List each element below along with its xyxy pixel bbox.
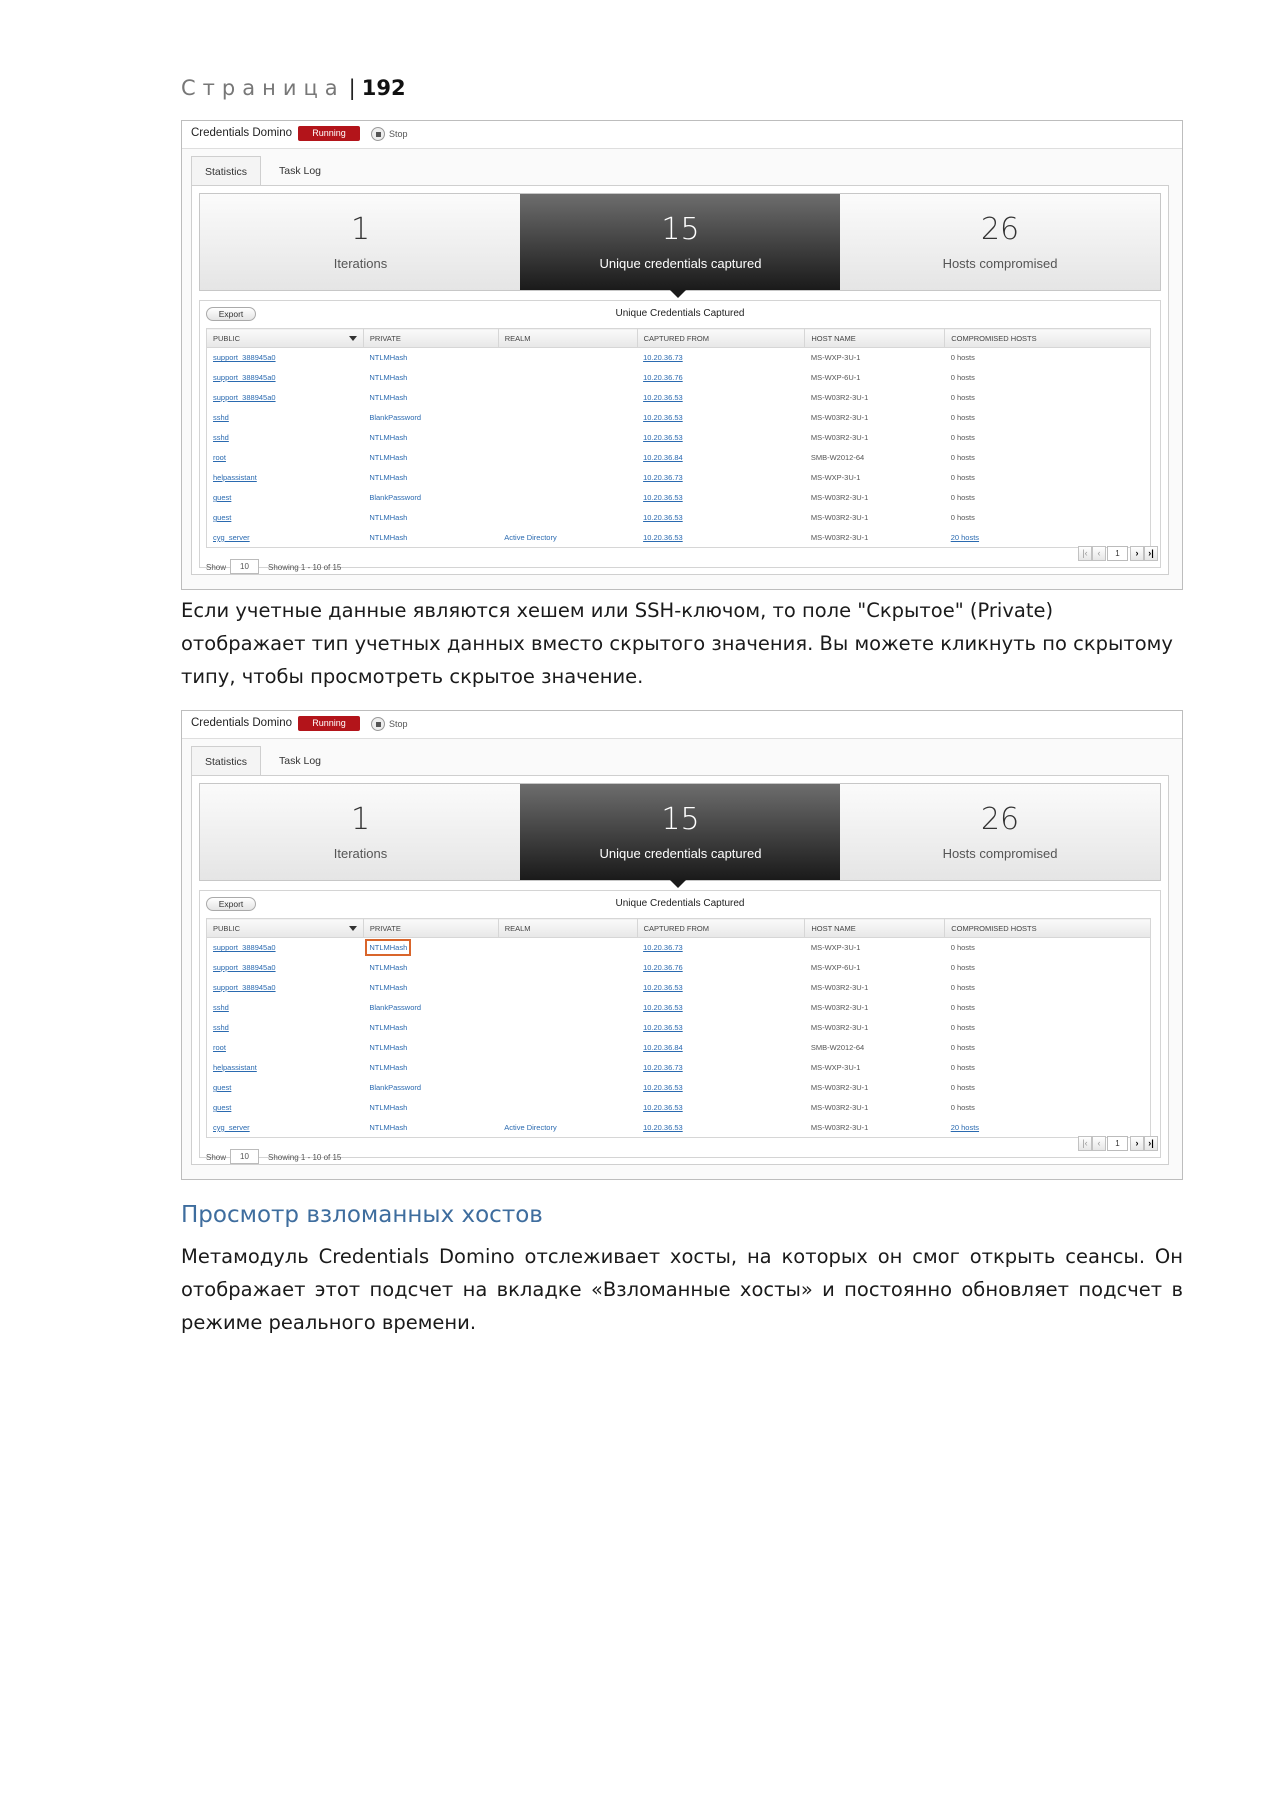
status-badge: Running [298, 716, 360, 731]
table-row [207, 1078, 1151, 1098]
col-captured-from-cell[interactable]: 10.20.36.76 [643, 963, 683, 972]
col-host-name-header[interactable]: HOST NAME [805, 919, 945, 938]
col-public-cell[interactable]: support_388945a0 [213, 943, 276, 953]
screenshot-credentials-domino-1 [181, 120, 1183, 590]
table-row [207, 528, 1151, 548]
col-public-cell[interactable]: support_388945a0 [213, 963, 276, 972]
col-host-name-cell: MS-W03R2-3U-1 [810, 983, 869, 992]
col-host-name-cell: SMB-W2012-64 [810, 453, 865, 462]
col-compromised-hosts-cell: 0 hosts [950, 453, 975, 462]
col-captured-from-cell[interactable]: 10.20.36.53 [643, 1103, 683, 1112]
col-public-header[interactable]: PUBLIC [207, 329, 364, 348]
table-row [207, 1118, 1151, 1138]
col-public-cell[interactable]: sshd [213, 413, 229, 422]
col-host-name-cell: MS-WXP-3U-1 [810, 943, 861, 953]
col-private-header[interactable]: PRIVATE [363, 329, 498, 348]
col-compromised-hosts-cell: 0 hosts [950, 1063, 975, 1072]
screenshot-credentials-domino-2 [181, 710, 1183, 1180]
page-separator: | [348, 76, 356, 100]
next-page-icon[interactable]: › [1130, 546, 1144, 561]
stats-bar [199, 783, 1161, 881]
stat-label: Unique credentials captured [599, 256, 762, 271]
table-row [207, 348, 1151, 368]
col-public-cell[interactable]: guest [213, 513, 232, 522]
col-captured-from-header[interactable]: CAPTURED FROM [637, 329, 805, 348]
table-row [207, 1098, 1151, 1118]
col-compromised-hosts-cell: 0 hosts [950, 1023, 975, 1032]
col-realm-cell [498, 978, 637, 998]
col-private-cell[interactable]: NTLMHash [369, 1063, 408, 1072]
col-realm-cell [498, 468, 637, 488]
table-header-row [207, 329, 1151, 348]
page-label: Страница [181, 76, 345, 100]
col-realm-cell [498, 1038, 637, 1058]
col-private-cell[interactable]: NTLMHash [369, 963, 408, 972]
showing-text: Showing 1 - 10 of 15 [268, 563, 342, 572]
col-public-cell[interactable]: helpassistant [213, 473, 257, 482]
col-public-cell[interactable]: support_388945a0 [213, 983, 276, 992]
col-captured-from-header[interactable]: CAPTURED FROM [637, 919, 805, 938]
table-row [207, 368, 1151, 388]
col-public-cell[interactable]: sshd [213, 433, 229, 442]
col-host-name-cell: MS-W03R2-3U-1 [810, 1083, 869, 1092]
stat-iterations[interactable] [200, 784, 521, 880]
col-private-cell[interactable]: NTLMHash [369, 1023, 408, 1032]
col-compromised-hosts-cell: 0 hosts [950, 353, 975, 363]
col-captured-from-cell[interactable]: 10.20.36.53 [643, 1003, 683, 1012]
stat-value: 15 [661, 212, 700, 247]
first-page-icon[interactable]: |‹ [1078, 546, 1092, 561]
page-size-select[interactable]: 10 [230, 559, 259, 574]
table-row [207, 428, 1151, 448]
table-row [207, 468, 1151, 488]
col-host-name-cell: MS-W03R2-3U-1 [810, 493, 869, 502]
credentials-table [206, 918, 1151, 1138]
col-realm-header[interactable]: REALM [498, 919, 637, 938]
col-compromised-hosts-cell: 0 hosts [950, 1103, 975, 1112]
showing-text: Showing 1 - 10 of 15 [268, 1153, 342, 1162]
prev-page-icon[interactable]: ‹ [1092, 546, 1106, 561]
statistics-panel [191, 775, 1169, 1165]
stat-value: 1 [350, 212, 371, 247]
col-compromised-hosts-cell: 0 hosts [950, 473, 975, 482]
paragraph-compromised-hosts: Метамодуль Credentials Domino отслеживает хосты, на которых он смог открыть сеансы. Он отображает этот подсчет на вкладке «Взломанные хосты» и постоянно обновляет подсчет в режиме реального времени. [181, 1245, 1183, 1334]
table-row [207, 508, 1151, 528]
app-title: Credentials Domino [191, 717, 292, 729]
table-row [207, 408, 1151, 428]
col-captured-from-cell[interactable]: 10.20.36.53 [643, 1122, 683, 1132]
col-compromised-hosts-cell: 0 hosts [950, 943, 975, 953]
section-heading: Просмотр взломанных хостов [181, 1202, 543, 1228]
col-public-cell[interactable]: root [213, 453, 226, 462]
col-private-cell[interactable]: NTLMHash [369, 473, 408, 482]
stop-button[interactable]: Stop [389, 719, 408, 729]
export-button[interactable]: Export [206, 307, 256, 321]
col-captured-from-cell[interactable]: 10.20.36.53 [643, 493, 683, 502]
col-host-name-cell: MS-WXP-3U-1 [810, 1063, 861, 1072]
col-realm-cell [498, 428, 637, 448]
stat-value: 26 [980, 802, 1020, 837]
col-public-cell[interactable]: support_388945a0 [213, 353, 276, 363]
col-compromised-hosts-cell: 0 hosts [950, 373, 975, 382]
col-realm-cell [498, 1018, 637, 1038]
col-private-cell[interactable]: NTLMHash [369, 1043, 408, 1052]
col-public-cell[interactable]: support_388945a0 [213, 393, 276, 402]
col-captured-from-cell[interactable]: 10.20.36.53 [643, 393, 683, 402]
col-host-name-cell: MS-W03R2-3U-1 [810, 1122, 869, 1132]
col-private-cell[interactable]: NTLMHash [369, 513, 408, 522]
col-public-cell[interactable]: support_388945a0 [213, 373, 276, 382]
col-compromised-hosts-cell[interactable]: 20 hosts [950, 1122, 980, 1132]
paragraph-private-field: Если учетные данные являются хешем или SSH-ключом, то поле "Скрытое" (Private) отображает тип учетных данных вместо скрытого значения. Вы можете кликнуть по скрытому типу, чтобы просмотреть скрытое значение. [181, 599, 1173, 688]
export-button[interactable]: Export [206, 897, 256, 911]
col-captured-from-cell[interactable]: 10.20.36.53 [643, 532, 683, 542]
col-realm-cell [498, 1078, 637, 1098]
credentials-table-box [199, 300, 1161, 572]
titlebar [182, 711, 1182, 739]
col-realm-cell [498, 998, 637, 1018]
table-row [207, 958, 1151, 978]
table-row [207, 488, 1151, 508]
col-captured-from-cell[interactable]: 10.20.36.53 [643, 1083, 683, 1092]
col-host-name-cell: MS-W03R2-3U-1 [810, 413, 869, 422]
col-public-cell[interactable]: guest [213, 493, 232, 502]
tab-task-log[interactable]: Task Log [278, 165, 322, 177]
app-title: Credentials Domino [191, 127, 292, 139]
col-compromised-hosts-cell: 0 hosts [950, 1083, 975, 1092]
table-row [207, 938, 1151, 958]
col-compromised-hosts-cell: 0 hosts [950, 1043, 975, 1052]
stat-label: Iterations [333, 256, 388, 271]
stat-iterations[interactable] [200, 194, 521, 290]
col-compromised-hosts-cell: 0 hosts [950, 983, 975, 992]
col-public-cell[interactable]: sshd [213, 1003, 229, 1012]
col-host-name-cell: MS-W03R2-3U-1 [810, 433, 869, 442]
col-private-header[interactable]: PRIVATE [363, 919, 498, 938]
stat-hosts-compromised[interactable] [840, 784, 1160, 880]
col-compromised-hosts-cell[interactable]: 20 hosts [950, 532, 980, 542]
col-private-cell[interactable]: NTLMHash [369, 1103, 408, 1112]
page-input[interactable]: 1 [1107, 546, 1128, 561]
stat-value: 26 [980, 212, 1020, 247]
highlighted-private-type[interactable]: NTLMHash [369, 943, 408, 953]
col-host-name-cell: MS-W03R2-3U-1 [810, 1003, 869, 1012]
col-realm-header[interactable]: REALM [498, 329, 637, 348]
table-row [207, 978, 1151, 998]
col-compromised-hosts-cell: 0 hosts [950, 1003, 975, 1012]
show-label: Show [206, 563, 227, 572]
col-host-name-cell: MS-W03R2-3U-1 [810, 1103, 869, 1112]
stat-unique-credentials[interactable] [520, 784, 841, 880]
col-private-cell[interactable]: NTLMHash [369, 353, 408, 363]
table-row [207, 1018, 1151, 1038]
col-private-cell[interactable] [363, 938, 498, 958]
page-header [181, 76, 406, 100]
stat-label: Hosts compromised [942, 256, 1058, 271]
next-page-icon[interactable]: › [1130, 1136, 1144, 1151]
col-private-cell[interactable]: NTLMHash [369, 983, 408, 992]
col-private-cell[interactable]: BlankPassword [369, 1083, 422, 1092]
status-badge: Running [298, 126, 360, 141]
col-public-cell[interactable]: sshd [213, 1023, 229, 1032]
col-compromised-hosts-cell: 0 hosts [950, 513, 975, 522]
col-realm-cell [498, 408, 637, 428]
col-private-cell[interactable]: NTLMHash [369, 393, 408, 402]
first-page-icon[interactable]: |‹ [1078, 1136, 1092, 1151]
col-host-name-cell: MS-W03R2-3U-1 [810, 393, 869, 402]
col-realm-cell [498, 958, 637, 978]
stat-label: Unique credentials captured [599, 846, 762, 861]
col-captured-from-cell[interactable]: 10.20.36.53 [643, 413, 683, 422]
col-public-cell[interactable]: guest [213, 1083, 232, 1092]
col-captured-from-cell[interactable]: 10.20.36.53 [643, 433, 683, 442]
col-realm-cell [498, 1098, 637, 1118]
col-realm-cell [498, 388, 637, 408]
col-captured-from-cell[interactable]: 10.20.36.73 [643, 1063, 683, 1072]
col-host-name-cell: MS-WXP-3U-1 [810, 473, 861, 482]
show-label: Show [206, 1153, 227, 1162]
col-compromised-hosts-header[interactable]: COMPROMISED HOSTS [945, 919, 1151, 938]
col-compromised-hosts-cell: 0 hosts [950, 413, 975, 422]
stat-value: 15 [661, 802, 700, 837]
stat-unique-credentials[interactable] [520, 194, 841, 290]
pager [1078, 1136, 1160, 1151]
col-captured-from-cell[interactable]: 10.20.36.84 [643, 1043, 683, 1052]
stat-label: Hosts compromised [942, 846, 1058, 861]
col-public-cell[interactable]: root [213, 1043, 226, 1052]
col-realm-cell [498, 1058, 637, 1078]
col-captured-from-cell[interactable]: 10.20.36.53 [643, 513, 683, 522]
col-realm-cell [498, 488, 637, 508]
col-realm-cell: Active Directory [504, 532, 557, 542]
titlebar [182, 121, 1182, 149]
table-row [207, 448, 1151, 468]
last-page-icon[interactable]: ›| [1144, 1136, 1158, 1151]
stat-value: 1 [350, 802, 371, 837]
table-caption: Unique Credentials Captured [615, 898, 745, 909]
col-private-cell[interactable]: NTLMHash [369, 1122, 408, 1132]
col-public-header[interactable]: PUBLIC [207, 919, 364, 938]
col-host-name-cell: MS-W03R2-3U-1 [810, 513, 869, 522]
table-row [207, 388, 1151, 408]
table-row [207, 1058, 1151, 1078]
col-private-cell[interactable]: BlankPassword [369, 493, 422, 502]
col-private-cell[interactable]: NTLMHash [369, 532, 408, 542]
col-realm-cell [498, 448, 637, 468]
col-host-name-cell: SMB-W2012-64 [810, 1043, 865, 1052]
col-host-name-header[interactable]: HOST NAME [805, 329, 945, 348]
page-input[interactable]: 1 [1107, 1136, 1128, 1151]
col-private-cell[interactable]: NTLMHash [369, 433, 408, 442]
page-size-select[interactable]: 10 [230, 1149, 259, 1164]
col-realm-cell [498, 368, 637, 388]
col-private-cell[interactable]: BlankPassword [369, 413, 422, 422]
col-captured-from-cell[interactable]: 10.20.36.53 [643, 1023, 683, 1032]
col-compromised-hosts-cell: 0 hosts [950, 393, 975, 402]
col-compromised-hosts-cell: 0 hosts [950, 433, 975, 442]
col-realm-cell [498, 508, 637, 528]
tab-statistics[interactable]: Statistics [191, 746, 261, 776]
pager [1078, 546, 1160, 561]
col-realm-cell [498, 348, 637, 368]
col-public-cell[interactable]: helpassistant [213, 1063, 257, 1072]
stop-icon[interactable] [371, 127, 385, 141]
last-page-icon[interactable]: ›| [1144, 546, 1158, 561]
col-host-name-cell: MS-W03R2-3U-1 [810, 1023, 869, 1032]
col-host-name-cell: MS-W03R2-3U-1 [810, 532, 869, 542]
col-captured-from-cell[interactable]: 10.20.36.73 [643, 353, 683, 363]
col-private-cell[interactable]: NTLMHash [369, 373, 408, 382]
col-public-cell[interactable]: guest [213, 1103, 232, 1112]
prev-page-icon[interactable]: ‹ [1092, 1136, 1106, 1151]
statistics-panel [191, 185, 1169, 575]
col-private-cell[interactable]: BlankPassword [369, 1003, 422, 1012]
table-header-row [207, 919, 1151, 938]
table-row [207, 1038, 1151, 1058]
col-compromised-hosts-cell: 0 hosts [950, 493, 975, 502]
col-captured-from-cell[interactable]: 10.20.36.73 [643, 943, 683, 953]
stats-bar [199, 193, 1161, 291]
table-row [207, 998, 1151, 1018]
credentials-table [206, 328, 1151, 548]
col-host-name-cell: MS-WXP-3U-1 [810, 353, 861, 363]
credentials-table-box [199, 890, 1161, 1162]
col-public-cell[interactable]: cyg_server [213, 1122, 250, 1132]
tab-task-log[interactable]: Task Log [278, 755, 322, 767]
col-host-name-cell: MS-WXP-6U-1 [810, 373, 861, 382]
col-host-name-cell: MS-WXP-6U-1 [810, 963, 861, 972]
col-realm-cell [498, 938, 637, 958]
col-captured-from-cell[interactable]: 10.20.36.73 [643, 473, 683, 482]
col-realm-cell: Active Directory [504, 1122, 557, 1132]
table-caption: Unique Credentials Captured [615, 308, 745, 319]
stop-button[interactable]: Stop [389, 129, 408, 139]
stop-icon[interactable] [371, 717, 385, 731]
col-private-cell[interactable]: NTLMHash [369, 453, 408, 462]
stat-hosts-compromised[interactable] [840, 194, 1160, 290]
col-compromised-hosts-header[interactable]: COMPROMISED HOSTS [945, 329, 1151, 348]
col-public-cell[interactable]: cyg_server [213, 532, 250, 542]
col-captured-from-cell[interactable]: 10.20.36.53 [643, 983, 683, 992]
page-number: 192 [361, 76, 406, 100]
col-captured-from-cell[interactable]: 10.20.36.84 [643, 453, 683, 462]
col-captured-from-cell[interactable]: 10.20.36.76 [643, 373, 683, 382]
col-compromised-hosts-cell: 0 hosts [950, 963, 975, 972]
tab-statistics[interactable]: Statistics [191, 156, 261, 186]
stat-label: Iterations [333, 846, 388, 861]
